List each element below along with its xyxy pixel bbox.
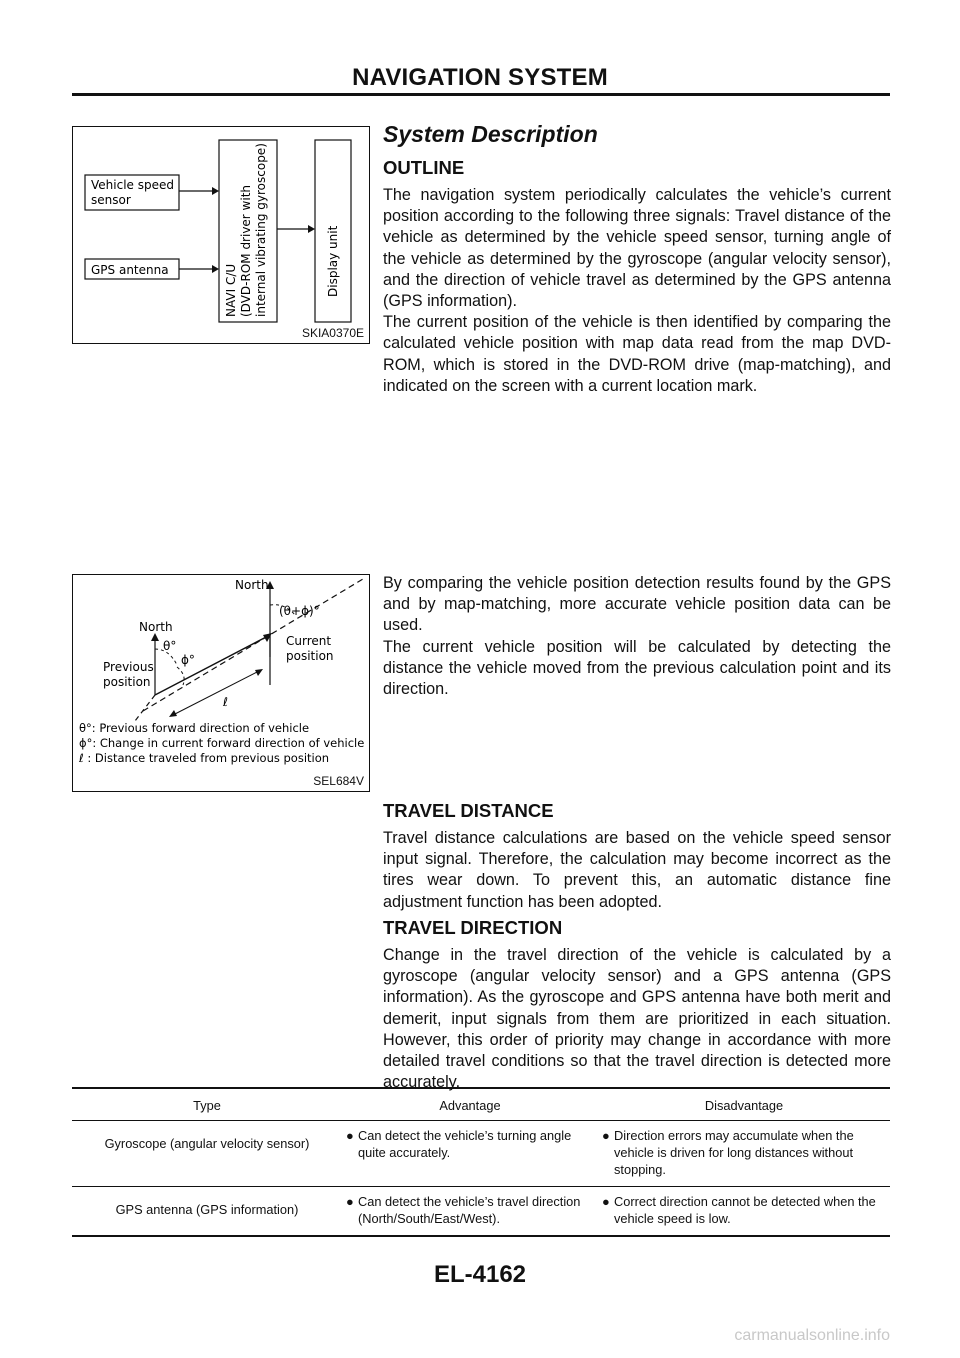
table-cell-advantage: [342, 1121, 598, 1187]
previous-position-label-1: Previous: [103, 660, 154, 674]
travel-distance-text-block: [383, 828, 891, 913]
header-rule: [72, 93, 890, 96]
table-row: [72, 1121, 890, 1187]
advantage-text: Can detect the vehicle’s turning angle quite accurately.: [358, 1128, 572, 1160]
bullet-icon: ●: [346, 1194, 354, 1209]
travel-direction-text-block: [383, 945, 891, 1093]
table-header-type: Type: [72, 1088, 342, 1121]
vehicle-speed-sensor-label-2: sensor: [91, 193, 131, 207]
north-left-label: North: [139, 620, 173, 634]
travel-direction-paragraph: Change in the travel direction of the vehicle is calculated by a gyroscope (angular velocity sensor) and a GPS antenna (GPS information). As the gyroscope and GPS antenna have both merit and demerit, input signals from them are prioritized in each situation. However, this order of priority may change in accordance with more detailed travel conditions so that the travel direction is detected more accurately.: [383, 946, 891, 1092]
theta-label: θ°: [163, 639, 177, 653]
outline-heading: OUTLINE: [383, 157, 465, 178]
page-number: EL-4162: [433, 1261, 527, 1288]
theta-plus-phi-label: (θ+ϕ)°: [279, 604, 320, 618]
figure-id-skia0370e: SKIA0370E: [301, 326, 364, 340]
current-position-label-1: Current: [286, 634, 332, 648]
navi-cu-label-1: NAVI C/U: [224, 263, 238, 317]
outline-paragraph-2: The current position of the vehicle is then identified by comparing the calculated vehicle position with map data read from the map DVD-ROM, which is stored in the DVD-ROM drive (map-matching), and indicated on the screen with a current location mark.: [383, 313, 891, 395]
disadvantage-text: Direction errors may accumulate when the vehicle is driven for long distances without stopping.: [614, 1128, 854, 1177]
legend-theta: θ°: Previous forward direction of vehicle: [79, 721, 310, 735]
section-title: System Description: [383, 121, 598, 147]
mid-paragraph-2: The current vehicle position will be calculated by detecting the distance the vehicle moved from the previous calculation point and its direction.: [383, 637, 891, 699]
table-cell-disadvantage: [598, 1121, 890, 1187]
table-row: [72, 1187, 890, 1237]
display-unit-label: Display unit: [326, 225, 340, 297]
table-header-row: [72, 1088, 890, 1121]
outline-paragraph-1: The navigation system periodically calculates the vehicle’s current position according to the following three signals: Travel distance of the vehicle as determined by the vehicle speed sensor, turning angle of the vehicle as determined by the gyroscope (angular velocity sensor), and the direction of vehicle travel as determined by the GPS antenna (GPS information).: [383, 186, 891, 311]
current-position-label-2: position: [286, 649, 334, 663]
north-top-label: North: [235, 578, 269, 592]
previous-position-label-2: position: [103, 675, 151, 689]
position-detection-text-block: [383, 573, 891, 700]
table-cell-advantage: [342, 1187, 598, 1237]
figure-id-sel684v: SEL684V: [313, 774, 364, 788]
travel-distance-paragraph: Travel distance calculations are based on the vehicle speed sensor input signal. Therefore, the calculation may become incorrect as the tires wear down. To prevent this, an automatic distance fine adjustment function has been adopted.: [383, 829, 891, 911]
watermark-text: carmanualsonline.info: [734, 1327, 890, 1344]
table-cell-disadvantage: [598, 1187, 890, 1237]
table-header-disadvantage: Disadvantage: [598, 1088, 890, 1121]
travel-distance-heading: TRAVEL DISTANCE: [383, 800, 554, 821]
page-header-title: NAVIGATION SYSTEM: [352, 64, 608, 91]
sensor-comparison-table: [72, 1087, 890, 1237]
table-cell-type: Gyroscope (angular velocity sensor): [72, 1121, 342, 1187]
bullet-icon: ●: [602, 1194, 610, 1209]
block-diagram-figure: [72, 126, 370, 344]
legend-ell: ℓ : Distance traveled from previous position: [79, 751, 330, 765]
bullet-icon: ●: [346, 1128, 354, 1143]
distance-ell-label: ℓ: [223, 695, 228, 709]
advantage-text: Can detect the vehicle’s travel direction (North/South/East/West).: [358, 1194, 581, 1226]
travel-direction-heading: TRAVEL DIRECTION: [383, 917, 563, 938]
mid-paragraph-1: By comparing the vehicle position detection results found by the GPS and by map-matching, more accurate vehicle position data can be used.: [383, 574, 891, 635]
phi-label: ϕ°: [181, 653, 195, 667]
vehicle-position-diagram: [72, 574, 370, 792]
navi-cu-label-3: internal vibrating gyroscope): [254, 143, 268, 317]
bullet-icon: ●: [602, 1128, 610, 1143]
table-header-advantage: Advantage: [342, 1088, 598, 1121]
table-cell-type: GPS antenna (GPS information): [115, 1202, 299, 1217]
gps-antenna-label: GPS antenna: [91, 263, 169, 277]
legend-phi: ϕ°: Change in current forward direction of vehicle: [79, 736, 365, 750]
vehicle-speed-sensor-label-1: Vehicle speed: [91, 178, 174, 192]
disadvantage-text: Correct direction cannot be detected when the vehicle speed is low.: [614, 1194, 876, 1226]
outline-text-block: [383, 185, 891, 397]
navi-cu-label-2: (DVD-ROM driver with: [239, 184, 253, 317]
